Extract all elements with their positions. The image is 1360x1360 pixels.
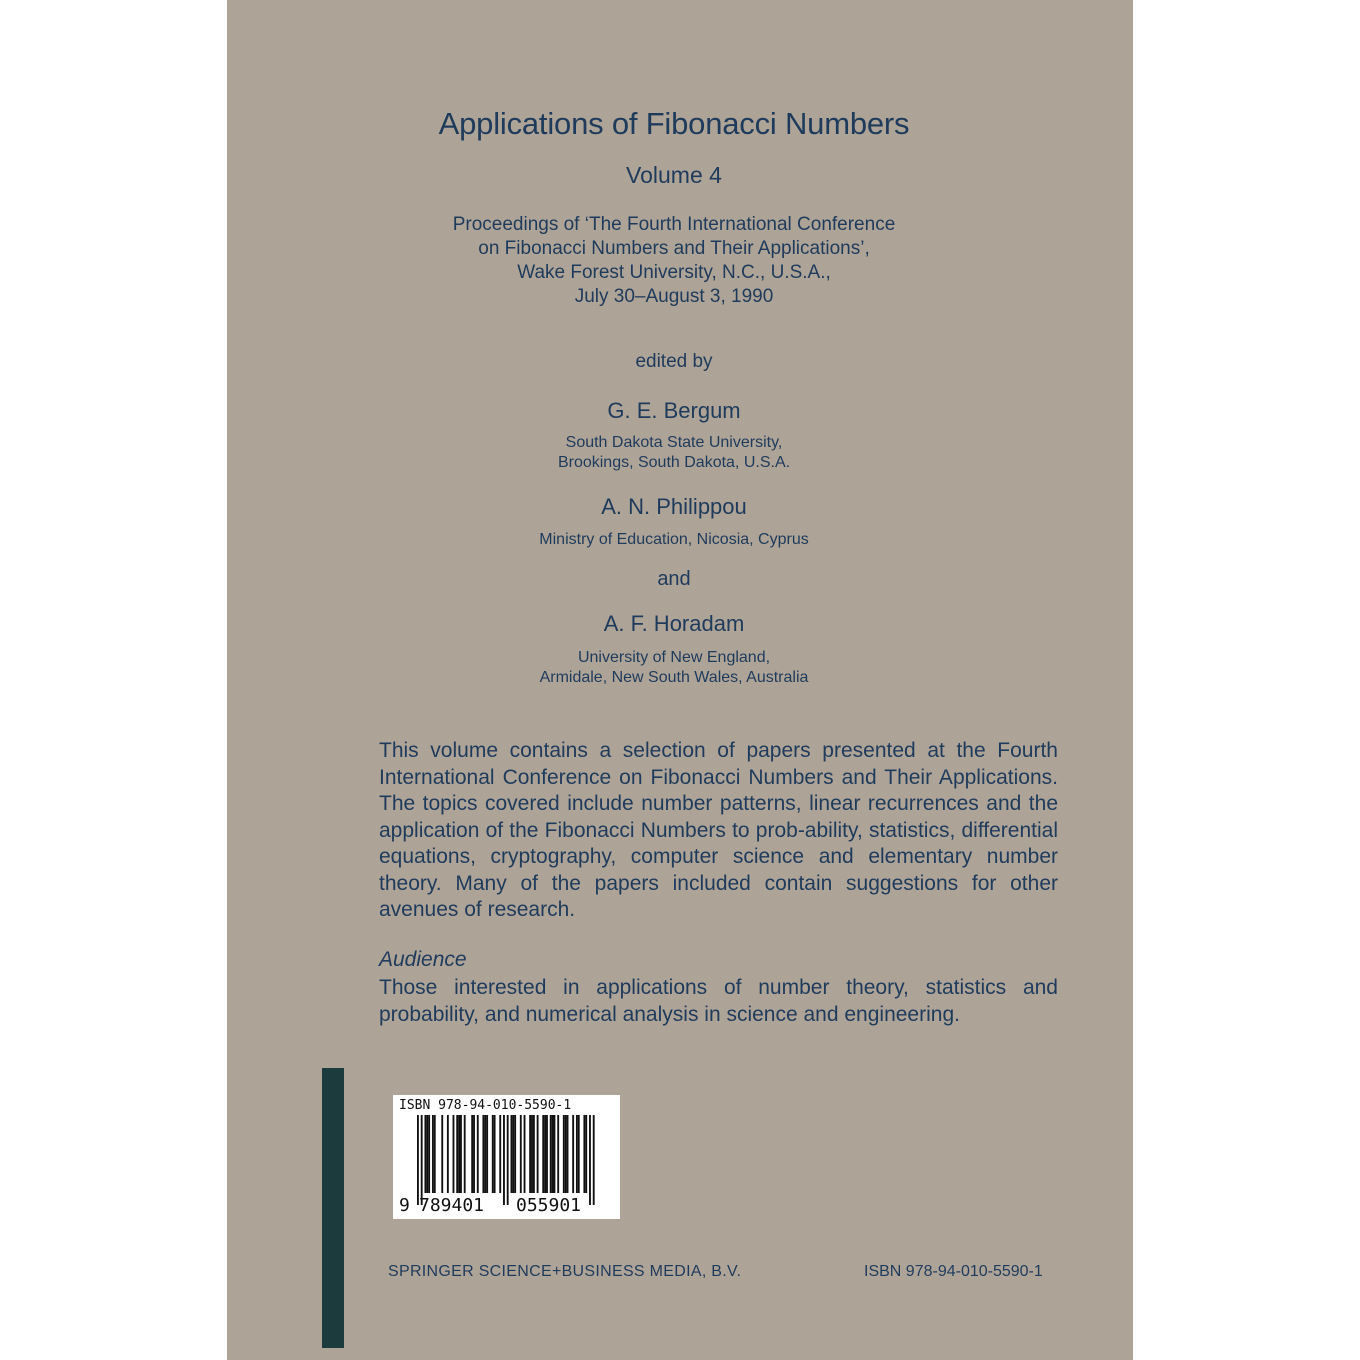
barcode-bar bbox=[533, 1115, 535, 1193]
barcode-bar bbox=[572, 1115, 574, 1193]
spine-bar bbox=[322, 1068, 344, 1348]
barcode-first-digit: 9 bbox=[399, 1195, 410, 1216]
isbn-footer: ISBN 978-94-010-5590-1 bbox=[864, 1263, 1043, 1280]
barcode-bar bbox=[542, 1115, 544, 1193]
barcode-bar bbox=[565, 1115, 567, 1193]
barcode-bar bbox=[563, 1115, 565, 1193]
barcode-bar bbox=[477, 1115, 479, 1193]
barcode-bar bbox=[583, 1115, 585, 1193]
editor-affiliation bbox=[221, 648, 1127, 688]
barcode-bar bbox=[589, 1115, 591, 1205]
barcode-bar bbox=[529, 1115, 531, 1193]
barcode-bar bbox=[441, 1115, 443, 1193]
barcode-bar bbox=[524, 1115, 526, 1193]
barcode-digits bbox=[399, 1195, 581, 1216]
editor-affiliation bbox=[221, 433, 1127, 473]
barcode-bar bbox=[511, 1115, 513, 1193]
audience-text: Those interested in applications of number theory, statistics and probability, and numerical analysis in science and engineering. bbox=[379, 976, 1058, 1026]
barcode-bar bbox=[585, 1115, 587, 1193]
proceedings-line: July 30–August 3, 1990 bbox=[574, 286, 774, 307]
affiliation-line: South Dakota State University, bbox=[565, 434, 783, 451]
barcode-bar bbox=[486, 1115, 488, 1193]
proceedings-line: on Fibonacci Numbers and Their Applications’, bbox=[478, 238, 870, 259]
barcode-bar bbox=[567, 1115, 569, 1193]
barcode-bar bbox=[552, 1115, 554, 1193]
barcode-bar bbox=[537, 1115, 539, 1193]
barcode-bar bbox=[421, 1115, 423, 1205]
barcode-bar bbox=[531, 1115, 533, 1193]
barcode-bar bbox=[507, 1115, 509, 1205]
barcode-bar bbox=[456, 1115, 458, 1193]
audience-heading: Audience bbox=[379, 948, 467, 971]
barcode-bar bbox=[544, 1115, 546, 1193]
barcode-bar bbox=[550, 1115, 552, 1193]
barcode-isbn-label: ISBN 978-94-010-5590-1 bbox=[399, 1098, 572, 1113]
barcode-bar bbox=[514, 1115, 516, 1193]
barcode-bar bbox=[557, 1115, 559, 1193]
barcode-bar bbox=[546, 1115, 548, 1193]
barcode-bar bbox=[473, 1115, 475, 1193]
barcode-bar bbox=[417, 1115, 419, 1205]
barcode-bar bbox=[494, 1115, 496, 1193]
editor-affiliation bbox=[221, 530, 1127, 550]
barcode-bar bbox=[492, 1115, 494, 1193]
affiliation-line: Brookings, South Dakota, U.S.A. bbox=[557, 454, 791, 471]
and-label: and bbox=[657, 568, 691, 590]
barcode-group-1: 789401 bbox=[419, 1195, 485, 1216]
affiliation-line: University of New England, bbox=[577, 649, 771, 666]
barcode-bar bbox=[578, 1115, 580, 1193]
barcode-bar bbox=[434, 1115, 436, 1193]
barcode-bar bbox=[512, 1115, 514, 1193]
proceedings-block bbox=[221, 213, 1127, 309]
book-back-cover bbox=[227, 0, 1133, 1360]
editor-name: G. E. Bergum bbox=[607, 398, 741, 423]
editor-name: A. F. Horadam bbox=[603, 611, 745, 636]
barcode-bar bbox=[453, 1115, 455, 1193]
barcode-group-2: 055901 bbox=[516, 1195, 582, 1216]
barcode-bar bbox=[576, 1115, 578, 1193]
barcode-bar bbox=[554, 1115, 556, 1193]
barcode-bar bbox=[499, 1115, 501, 1193]
barcode-bar bbox=[464, 1115, 466, 1193]
editor-name: A. N. Philippou bbox=[601, 494, 747, 519]
barcode-bar bbox=[471, 1115, 473, 1193]
barcode-bar bbox=[428, 1115, 430, 1193]
publisher-name: SPRINGER SCIENCE+BUSINESS MEDIA, B.V. bbox=[388, 1263, 742, 1280]
barcode-bar bbox=[503, 1115, 505, 1205]
isbn-barcode bbox=[393, 1095, 620, 1219]
affiliation-line: Armidale, New South Wales, Australia bbox=[539, 669, 809, 686]
volume-label: Volume 4 bbox=[626, 162, 722, 188]
barcode-bar bbox=[482, 1115, 484, 1193]
edited-by-label: edited by bbox=[635, 351, 713, 372]
barcode-bar bbox=[458, 1115, 460, 1193]
barcode-bar bbox=[484, 1115, 486, 1193]
barcode-bar bbox=[447, 1115, 449, 1193]
barcode-bar bbox=[520, 1115, 522, 1193]
affiliation-line: Ministry of Education, Nicosia, Cyprus bbox=[539, 531, 809, 548]
book-description: This volume contains a selection of papers presented at the Fourth International Conference on Fibonacci Numbers and Their Applications. The topics covered include number patterns, linear recurrences and the application of the Fibonacci Numbers to prob-ability, statistics, differential equations, cryptography, computer science and elementary number theory. Many of the papers included contain suggestions for other avenues of research. bbox=[379, 739, 1058, 921]
barcode-bar bbox=[424, 1115, 426, 1193]
barcode-bar bbox=[593, 1115, 595, 1205]
barcode-bar bbox=[426, 1115, 428, 1193]
barcode-bar bbox=[460, 1115, 462, 1193]
barcode-bar bbox=[432, 1115, 434, 1193]
proceedings-line: Wake Forest University, N.C., U.S.A., bbox=[517, 262, 831, 283]
proceedings-line: Proceedings of ‘The Fourth International Conference bbox=[452, 214, 896, 235]
book-title: Applications of Fibonacci Numbers bbox=[438, 106, 910, 141]
